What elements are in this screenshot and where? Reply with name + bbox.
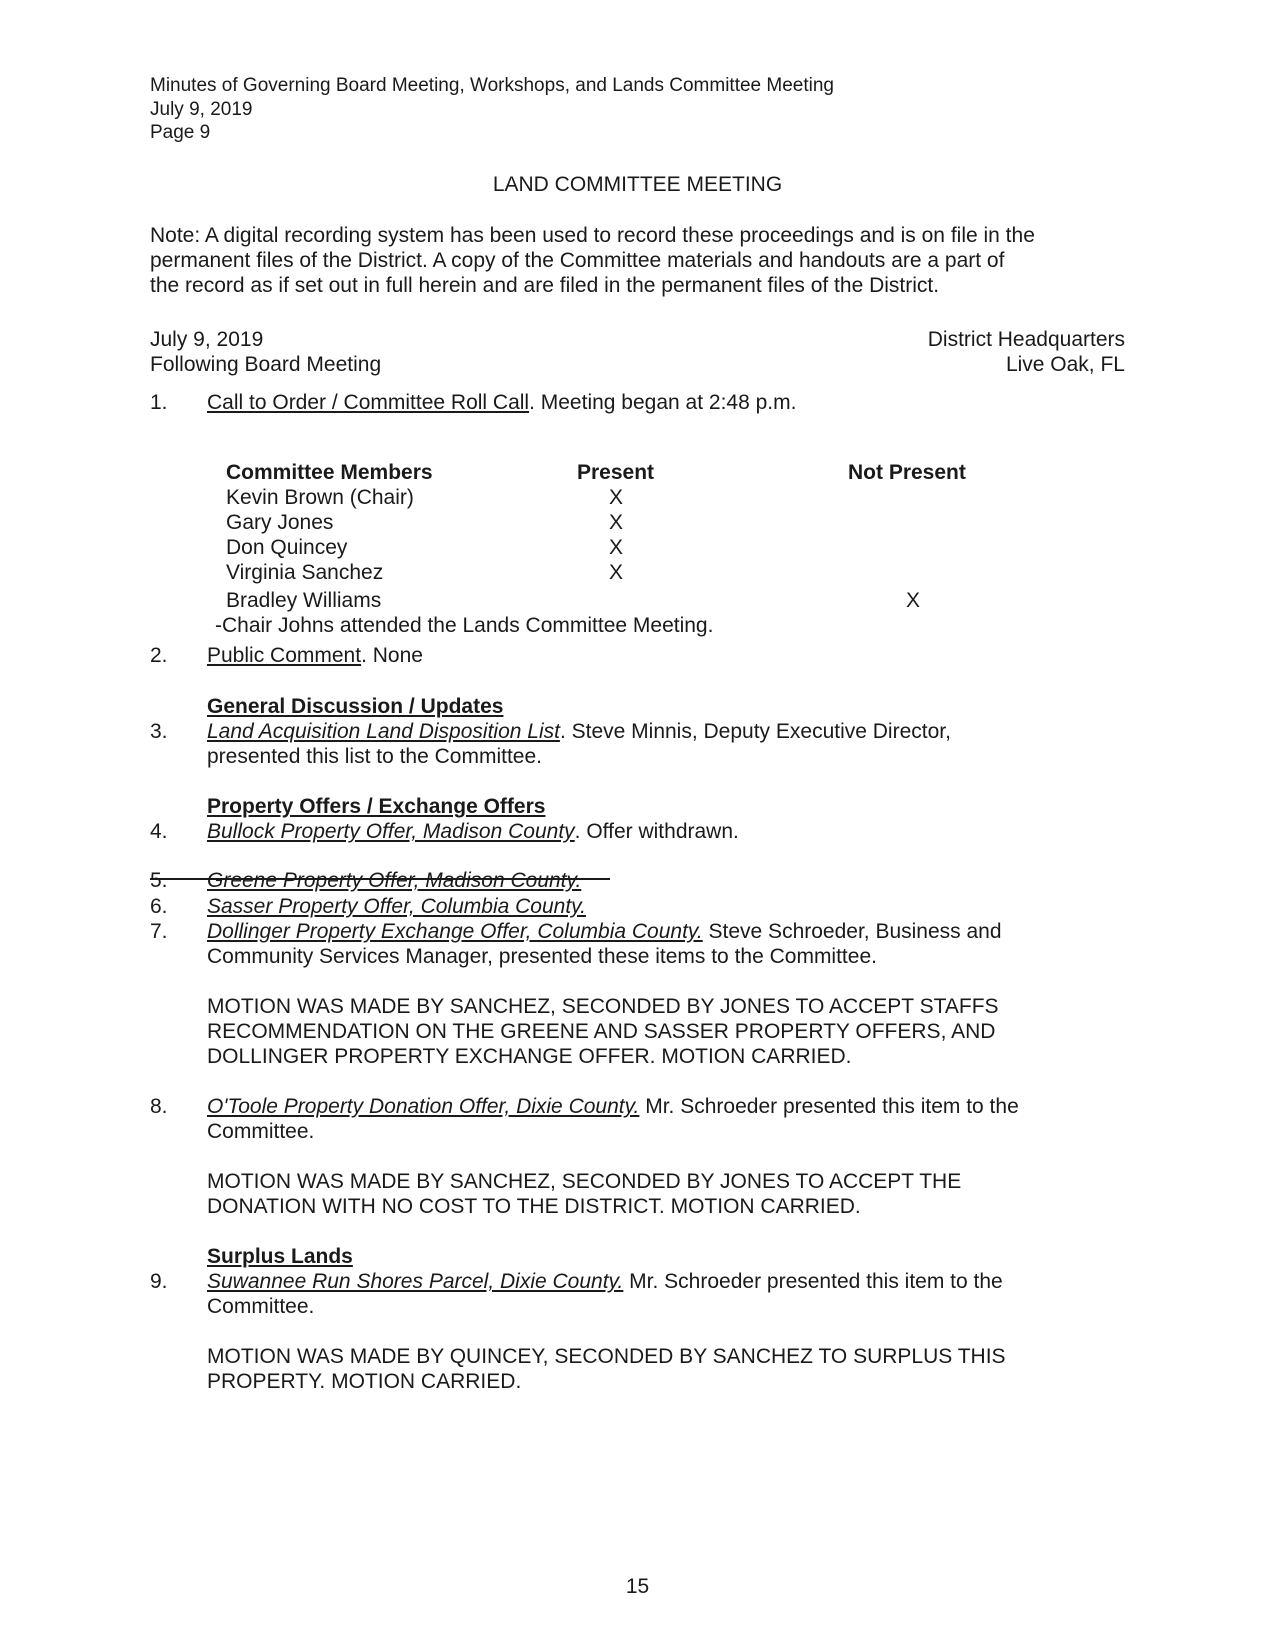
- item-text-continued: Committee.: [207, 1120, 315, 1143]
- meeting-location-block: [928, 327, 1125, 377]
- member-present: X: [609, 561, 624, 584]
- item-land-acquisition: [207, 719, 951, 744]
- item-title: Dollinger Property Exchange Offer, Columbia County.: [207, 920, 703, 943]
- member-present: X: [609, 511, 624, 534]
- member-name: Gary Jones: [226, 511, 334, 534]
- item-text-continued: Committee.: [207, 1295, 315, 1318]
- item-title: Suwannee Run Shores Parcel, Dixie County.: [207, 1270, 624, 1293]
- header-title: Minutes of Governing Board Meeting, Workshops, and Lands Committee Meeting: [150, 75, 834, 96]
- item-title: Bullock Property Offer, Madison County: [207, 820, 575, 843]
- item-number: 4.: [150, 820, 168, 843]
- item-number: 3.: [150, 720, 168, 743]
- note-line: permanent files of the District. A copy of the Committee materials and handouts are a part of: [150, 249, 1005, 272]
- item-dollinger-offer: [207, 919, 1002, 944]
- recording-note: [150, 223, 1130, 298]
- meeting-city: Live Oak, FL: [1005, 353, 1125, 376]
- motion-line: PROPERTY. MOTION CARRIED.: [207, 1370, 522, 1393]
- item-sasser-offer: Sasser Property Offer, Columbia County.: [207, 895, 586, 918]
- item-text: . None: [361, 644, 423, 667]
- header-not-present: Not Present: [848, 461, 966, 484]
- meeting-date-block: [150, 327, 381, 377]
- motion-line: MOTION WAS MADE BY SANCHEZ, SECONDED BY JONES TO ACCEPT THE: [207, 1170, 962, 1193]
- section-title: LAND COMMITTEE MEETING: [492, 173, 783, 196]
- note-line: the record as if set out in full herein and are filed in the permanent files of the District.: [150, 274, 940, 297]
- header-page: Page 9: [150, 122, 211, 143]
- header-date: July 9, 2019: [150, 98, 253, 120]
- item-title: O'Toole Property Donation Offer, Dixie County.: [207, 1095, 640, 1118]
- item-number: 5.: [150, 869, 168, 892]
- motion-line: RECOMMENDATION ON THE GREENE AND SASSER PROPERTY OFFERS, AND: [207, 1020, 996, 1043]
- item-number: 2.: [150, 644, 168, 667]
- meeting-timing: Following Board Meeting: [150, 353, 382, 376]
- item-text: . Meeting began at 2:48 p.m.: [529, 391, 797, 414]
- item-otoole-offer: [207, 1094, 1019, 1119]
- item-number: 8.: [150, 1095, 168, 1118]
- item-text: Mr. Schroeder presented this item to the: [639, 1095, 1019, 1118]
- item-text: . Offer withdrawn.: [574, 820, 739, 843]
- item-number: 6.: [150, 895, 168, 918]
- header-committee-members: Committee Members: [226, 461, 433, 484]
- member-name: Virginia Sanchez: [226, 561, 384, 584]
- page-number: 15: [625, 1575, 650, 1598]
- item-number: 9.: [150, 1270, 168, 1293]
- item-suwannee-parcel: [207, 1269, 1003, 1294]
- meeting-date: July 9, 2019: [150, 328, 264, 351]
- motion-line: MOTION WAS MADE BY QUINCEY, SECONDED BY SANCHEZ TO SURPLUS THIS: [207, 1345, 1006, 1368]
- motion-line: DONATION WITH NO COST TO THE DISTRICT. MOTION CARRIED.: [207, 1195, 861, 1218]
- section-heading-surplus: Surplus Lands: [207, 1245, 353, 1268]
- roster-note: -Chair Johns attended the Lands Committee Meeting.: [215, 614, 714, 637]
- item-text: . Steve Minnis, Deputy Executive Director,: [559, 720, 951, 743]
- motion-block: [207, 1344, 1006, 1394]
- item-text: Mr. Schroeder presented this item to the: [623, 1270, 1003, 1293]
- member-not-present: X: [906, 589, 921, 612]
- page-header: [150, 74, 834, 145]
- member-name: Don Quincey: [226, 536, 348, 559]
- item-number: 1.: [150, 391, 168, 414]
- item-text-continued: Community Services Manager, presented these items to the Committee.: [207, 945, 877, 968]
- item-text-continued: presented this list to the Committee.: [207, 745, 542, 768]
- motion-line: MOTION WAS MADE BY SANCHEZ, SECONDED BY JONES TO ACCEPT STAFFS: [207, 995, 999, 1018]
- member-name: Kevin Brown (Chair): [226, 486, 414, 509]
- meeting-location: District Headquarters: [927, 328, 1125, 351]
- motion-block: [207, 1169, 961, 1219]
- section-heading-offers: Property Offers / Exchange Offers: [207, 795, 546, 818]
- item-number: 7.: [150, 920, 168, 943]
- note-line: Note: A digital recording system has been used to record these proceedings and is on file in the: [150, 224, 1035, 247]
- item-call-to-order: [207, 390, 796, 415]
- member-name: Bradley Williams: [226, 589, 382, 612]
- item-text: Steve Schroeder, Business and: [702, 920, 1002, 943]
- item-title: Call to Order / Committee Roll Call: [207, 391, 530, 414]
- header-present: Present: [577, 461, 655, 484]
- member-present: X: [609, 486, 624, 509]
- motion-block: [207, 994, 999, 1069]
- item-greene-offer: Greene Property Offer, Madison County.: [207, 869, 582, 892]
- item-public-comment: [207, 643, 423, 668]
- item-title: Public Comment: [207, 644, 362, 667]
- item-bullock-offer: [207, 819, 739, 844]
- motion-line: DOLLINGER PROPERTY EXCHANGE OFFER. MOTION CARRIED.: [207, 1045, 852, 1068]
- member-present: X: [609, 536, 624, 559]
- item-title: Land Acquisition Land Disposition List: [207, 720, 560, 743]
- section-heading-general: General Discussion / Updates: [207, 695, 504, 718]
